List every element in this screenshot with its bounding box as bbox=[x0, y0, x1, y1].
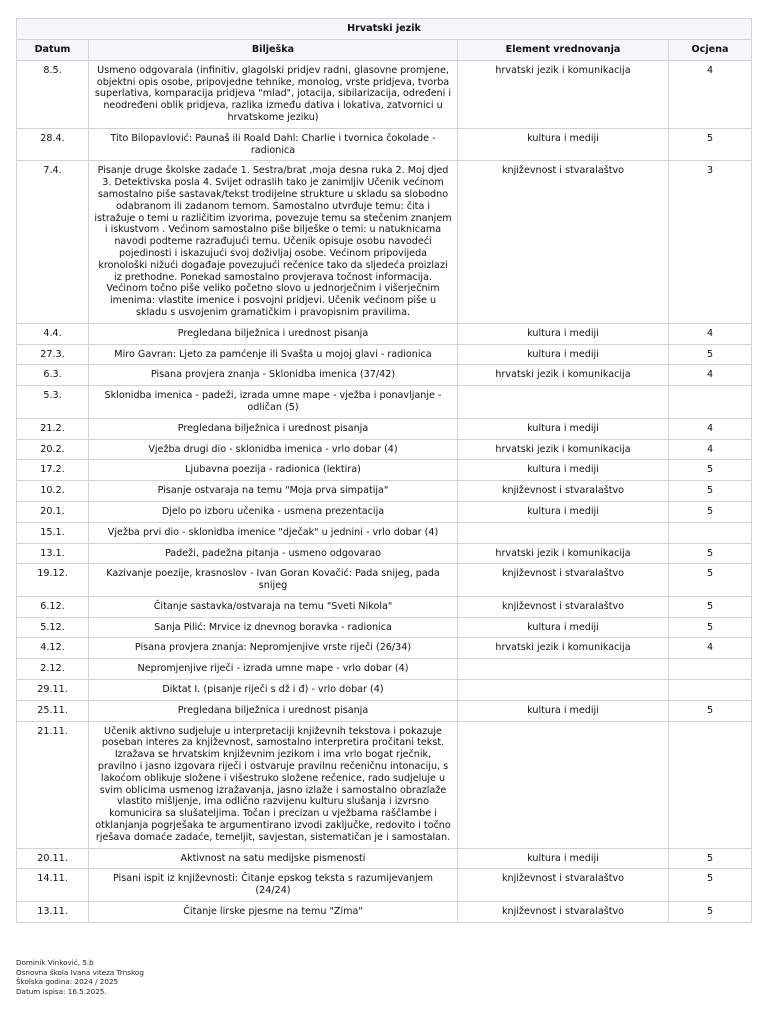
table-row bbox=[17, 848, 752, 869]
cell-note: Aktivnost na satu medijske pismenosti bbox=[89, 848, 458, 869]
cell-date: 10.2. bbox=[17, 481, 89, 502]
cell-note: Djelo po izboru učenika - usmena prezentacija bbox=[89, 501, 458, 522]
table-row bbox=[17, 386, 752, 419]
cell-element: književnost i stvaralaštvo bbox=[458, 902, 669, 923]
cell-element bbox=[458, 386, 669, 419]
cell-grade bbox=[669, 659, 752, 680]
cell-grade: 5 bbox=[669, 869, 752, 902]
cell-element: kultura i mediji bbox=[458, 323, 669, 344]
cell-date: 19.12. bbox=[17, 564, 89, 597]
table-row bbox=[17, 439, 752, 460]
cell-date: 2.12. bbox=[17, 659, 89, 680]
cell-grade: 5 bbox=[669, 543, 752, 564]
cell-note: Pregledana bilježnica i urednost pisanja bbox=[89, 323, 458, 344]
table-row bbox=[17, 638, 752, 659]
cell-element: hrvatski jezik i komunikacija bbox=[458, 543, 669, 564]
cell-element: hrvatski jezik i komunikacija bbox=[458, 638, 669, 659]
cell-note: Pregledana bilježnica i urednost pisanja bbox=[89, 418, 458, 439]
footer-year: Školska godina: 2024 / 2025 bbox=[16, 977, 119, 987]
table-row bbox=[17, 128, 752, 161]
table-row bbox=[17, 721, 752, 848]
table-row bbox=[17, 522, 752, 543]
table-row bbox=[17, 501, 752, 522]
grades-table bbox=[16, 18, 752, 923]
cell-note: Padeži, padežna pitanja - usmeno odgovarao bbox=[89, 543, 458, 564]
cell-note: Vježba drugi dio - sklonidba imenica - vrlo dobar (4) bbox=[89, 439, 458, 460]
cell-date: 17.2. bbox=[17, 460, 89, 481]
cell-note: Usmeno odgovarala (infinitiv, glagolski pridjev radni, glasovne promjene, objektni opis osobe, pripovjedne tehnike, monolog, vrste pridjeva, tvorba superlativa, komparacija pridjeva "mlad", jotacija, sibilarizacija, određeni i neodređeni oblik pridjeva, razlika između dativa i lokativa, zatvornici u hrvatskome jeziku) bbox=[89, 60, 458, 128]
table-row bbox=[17, 323, 752, 344]
cell-grade bbox=[669, 721, 752, 848]
cell-grade: 4 bbox=[669, 60, 752, 128]
cell-note: Tito Bilopavlović: Paunaš ili Roald Dahl: Charlie i tvornica čokolade - radionica bbox=[89, 128, 458, 161]
cell-note: Pisanje ostvaraja na temu "Moja prva simpatija" bbox=[89, 481, 458, 502]
table-row bbox=[17, 418, 752, 439]
cell-element: kultura i mediji bbox=[458, 128, 669, 161]
cell-note: Pisani ispit iz književnosti: Čitanje epskog teksta s razumijevanjem (24/24) bbox=[89, 869, 458, 902]
cell-date: 20.2. bbox=[17, 439, 89, 460]
cell-grade: 5 bbox=[669, 848, 752, 869]
cell-grade: 4 bbox=[669, 418, 752, 439]
cell-date: 25.11. bbox=[17, 700, 89, 721]
cell-grade: 5 bbox=[669, 596, 752, 617]
cell-element: kultura i mediji bbox=[458, 700, 669, 721]
table-row bbox=[17, 365, 752, 386]
cell-date: 21.2. bbox=[17, 418, 89, 439]
cell-date: 15.1. bbox=[17, 522, 89, 543]
cell-element bbox=[458, 659, 669, 680]
cell-note: Učenik aktivno sudjeluje u interpretaciji književnih tekstova i pokazuje poseban interes za književnost, samostalno interpretira pročitani tekst. Izražava se hrvatskim književnim jezikom i ima vrlo bogat rječnik, pravilno i jasno izgovara riječi i ostvaruje pravilnu rečeničnu intonaciju, s lakoćom oblikuje složene i višestruko složene rečenice, rado sudjeluje u svim oblicima usmenog izražavanja, jasno izlaže i samostalno obrazlaže vlastito mišljenje, ima odlično razvijenu kulturu slušanja i izvrsno komunicira sa slušateljima. Točan i precizan u vježbama raščlambe i otklanjanja pogrješaka te argumentirano izvodi zaključke, redovito i točno rješava domaće zadaće, temeljit, savjestan, sistematičan je i samostalan. bbox=[89, 721, 458, 848]
cell-date: 5.3. bbox=[17, 386, 89, 419]
cell-note: Čitanje lirske pjesme na temu "Zima" bbox=[89, 902, 458, 923]
cell-grade: 5 bbox=[669, 700, 752, 721]
cell-date: 6.3. bbox=[17, 365, 89, 386]
cell-element bbox=[458, 721, 669, 848]
cell-date: 28.4. bbox=[17, 128, 89, 161]
cell-note: Pisana provjera znanja: Nepromjenjive vrste riječi (26/34) bbox=[89, 638, 458, 659]
cell-grade: 4 bbox=[669, 323, 752, 344]
cell-date: 20.11. bbox=[17, 848, 89, 869]
cell-element: kultura i mediji bbox=[458, 501, 669, 522]
header-grade: Ocjena bbox=[669, 40, 752, 61]
cell-date: 8.5. bbox=[17, 60, 89, 128]
cell-element: hrvatski jezik i komunikacija bbox=[458, 60, 669, 128]
cell-note: Miro Gavran: Ljeto za pamćenje ili Svašta u mojoj glavi - radionica bbox=[89, 344, 458, 365]
cell-note: Pisana provjera znanja - Sklonidba imenica (37/42) bbox=[89, 365, 458, 386]
cell-element: književnost i stvaralaštvo bbox=[458, 161, 669, 323]
table-row bbox=[17, 700, 752, 721]
cell-grade: 5 bbox=[669, 617, 752, 638]
table-row bbox=[17, 460, 752, 481]
cell-date: 27.3. bbox=[17, 344, 89, 365]
table-row bbox=[17, 481, 752, 502]
cell-note: Ljubavna poezija - radionica (lektira) bbox=[89, 460, 458, 481]
cell-grade: 5 bbox=[669, 501, 752, 522]
cell-element: kultura i mediji bbox=[458, 418, 669, 439]
cell-grade: 5 bbox=[669, 564, 752, 597]
cell-date: 13.11. bbox=[17, 902, 89, 923]
cell-element: kultura i mediji bbox=[458, 848, 669, 869]
cell-element: kultura i mediji bbox=[458, 460, 669, 481]
cell-grade: 4 bbox=[669, 439, 752, 460]
table-row bbox=[17, 344, 752, 365]
cell-date: 29.11. bbox=[17, 680, 89, 701]
header-note: Bilješka bbox=[89, 40, 458, 61]
cell-element bbox=[458, 522, 669, 543]
cell-element: kultura i mediji bbox=[458, 344, 669, 365]
cell-date: 5.12. bbox=[17, 617, 89, 638]
cell-note: Čitanje sastavka/ostvaraja na temu "Sveti Nikola" bbox=[89, 596, 458, 617]
cell-date: 4.4. bbox=[17, 323, 89, 344]
cell-element: književnost i stvaralaštvo bbox=[458, 596, 669, 617]
cell-grade: 5 bbox=[669, 481, 752, 502]
cell-grade: 4 bbox=[669, 365, 752, 386]
cell-note: Diktat I. (pisanje riječi s dž i đ) - vrlo dobar (4) bbox=[89, 680, 458, 701]
cell-grade: 5 bbox=[669, 460, 752, 481]
cell-element: kultura i mediji bbox=[458, 617, 669, 638]
cell-element: književnost i stvaralaštvo bbox=[458, 481, 669, 502]
cell-element bbox=[458, 680, 669, 701]
subject-title: Hrvatski jezik bbox=[17, 19, 752, 40]
cell-grade: 5 bbox=[669, 128, 752, 161]
cell-grade bbox=[669, 680, 752, 701]
footer-school: Osnovna škola Ivana viteza Trnskog bbox=[16, 967, 144, 977]
cell-element: hrvatski jezik i komunikacija bbox=[458, 365, 669, 386]
table-row bbox=[17, 680, 752, 701]
cell-date: 7.4. bbox=[17, 161, 89, 323]
cell-note: Sanja Pilić: Mrvice iz dnevnog boravka - radionica bbox=[89, 617, 458, 638]
table-row bbox=[17, 869, 752, 902]
table-row bbox=[17, 902, 752, 923]
table-row bbox=[17, 60, 752, 128]
cell-date: 14.11. bbox=[17, 869, 89, 902]
cell-date: 13.1. bbox=[17, 543, 89, 564]
cell-element: književnost i stvaralaštvo bbox=[458, 564, 669, 597]
table-row bbox=[17, 564, 752, 597]
cell-element: hrvatski jezik i komunikacija bbox=[458, 439, 669, 460]
table-row bbox=[17, 161, 752, 323]
cell-date: 21.11. bbox=[17, 721, 89, 848]
footer-printed: Datum ispisa: 16.5.2025. bbox=[16, 986, 107, 996]
cell-grade: 3 bbox=[669, 161, 752, 323]
footer bbox=[16, 958, 144, 996]
cell-note: Nepromjenjive riječi - izrada umne mape - vrlo dobar (4) bbox=[89, 659, 458, 680]
cell-element: književnost i stvaralaštvo bbox=[458, 869, 669, 902]
footer-student: Dominik Vinković, 5.b bbox=[16, 958, 94, 967]
table-row bbox=[17, 659, 752, 680]
cell-grade: 5 bbox=[669, 902, 752, 923]
header-date: Datum bbox=[17, 40, 89, 61]
table-row bbox=[17, 617, 752, 638]
cell-date: 6.12. bbox=[17, 596, 89, 617]
cell-date: 4.12. bbox=[17, 638, 89, 659]
cell-note: Vježba prvi dio - sklonidba imenice "dječak" u jednini - vrlo dobar (4) bbox=[89, 522, 458, 543]
cell-note: Sklonidba imenica - padeži, izrada umne mape - vježba i ponavljanje - odličan (5) bbox=[89, 386, 458, 419]
cell-grade: 5 bbox=[669, 344, 752, 365]
cell-grade: 4 bbox=[669, 638, 752, 659]
cell-grade bbox=[669, 522, 752, 543]
table-row bbox=[17, 596, 752, 617]
cell-grade bbox=[669, 386, 752, 419]
grade-rows bbox=[17, 60, 752, 922]
cell-note: Pisanje druge školske zadaće 1. Sestra/brat ,moja desna ruka 2. Moj djed 3. Detektivska posla 4. Svijet odraslih tako je zanimljiv Učenik većinom samostalno piše sastavak/tekst trodijelne strukture u skladu sa slobodno odabranom ili zadanom temom. Samostalno utvrđuje temu: čita i istražuje o temi u različitim izvorima, povezuje temu sa stečenim znanjem i iskustvom . Većinom samostalno piše bilješke o temi: u natuknicama navodi podteme razrađujući temu. Učenik opisuje osobu navodeći pojedinosti i iskazujući svoj doživljaj osobe. Većinom pripovijeda kronološki nižući događaje povezujući rečenice tako da sljedeća proizlazi iz prethodne. Ponekad samostalno provjerava točnost informacija. Većinom točno piše veliko početno slovo u jednorječnim i višerječnim imenima: vlastite imenice i posvojni pridjevi. Učenik većinom piše u skladu s usvojenim gramatičkim i pravopisnim pravilima. bbox=[89, 161, 458, 323]
cell-note: Pregledana bilježnica i urednost pisanja bbox=[89, 700, 458, 721]
cell-note: Kazivanje poezije, krasnoslov - Ivan Goran Kovačić: Pada snijeg, pada snijeg bbox=[89, 564, 458, 597]
table-row bbox=[17, 543, 752, 564]
cell-date: 20.1. bbox=[17, 501, 89, 522]
header-element: Element vrednovanja bbox=[458, 40, 669, 61]
